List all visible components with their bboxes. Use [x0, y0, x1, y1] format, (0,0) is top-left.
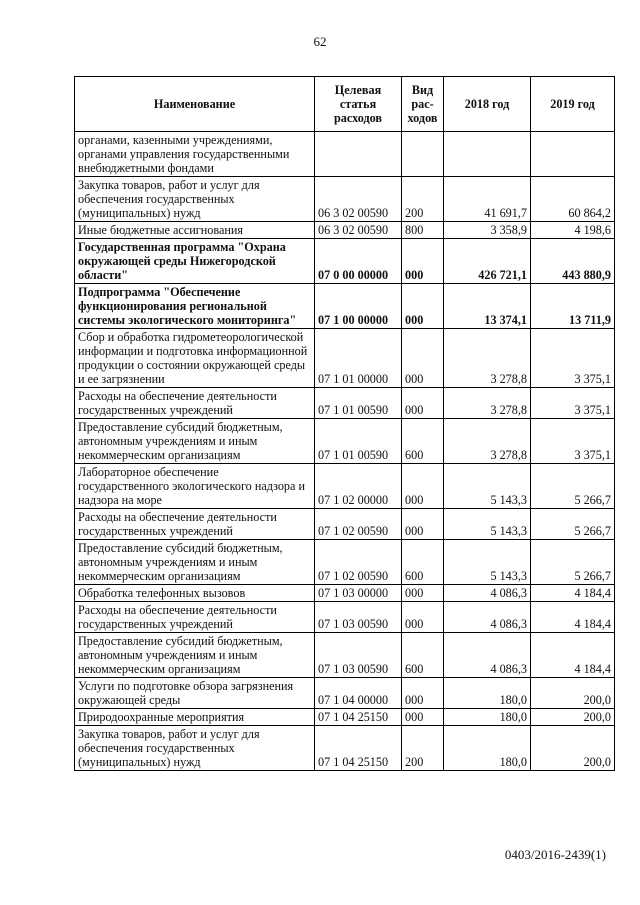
row-2018-cell: 5 143,3 — [444, 509, 531, 540]
row-name-cell: Подпрограмма "Обеспечение функционирования региональной системы экологического мониторинга" — [75, 284, 315, 329]
header-type: Вид рас-ходов — [402, 77, 444, 132]
row-code-cell: 07 1 02 00590 — [315, 509, 402, 540]
table-row — [75, 585, 615, 602]
row-name-cell: Лабораторное обеспечение государственного экологического надзора и надзора на море — [75, 464, 315, 509]
row-name-cell: Предоставление субсидий бюджетным, автономным учреждениям и иным некоммерческим организациям — [75, 419, 315, 464]
row-name-cell: Предоставление субсидий бюджетным, автономным учреждениям и иным некоммерческим организациям — [75, 633, 315, 678]
header-code: Целевая статья расходов — [315, 77, 402, 132]
document-code: 0403/2016-2439(1) — [504, 847, 606, 862]
row-type-cell — [402, 132, 444, 177]
row-type-cell: 200 — [402, 177, 444, 222]
row-2018-cell: 41 691,7 — [444, 177, 531, 222]
row-type-cell: 000 — [402, 602, 444, 633]
row-name-cell: Закупка товаров, работ и услуг для обеспечения государственных (муниципальных) нужд — [75, 177, 315, 222]
row-2018-cell: 5 143,3 — [444, 464, 531, 509]
budget-table — [74, 76, 615, 771]
row-type-cell: 000 — [402, 509, 444, 540]
row-2018-cell: 180,0 — [444, 726, 531, 771]
row-2019-cell: 4 184,4 — [531, 585, 615, 602]
row-name-cell: Расходы на обеспечение деятельности государственных учреждений — [75, 509, 315, 540]
row-2019-cell: 5 266,7 — [531, 540, 615, 585]
row-2018-cell: 180,0 — [444, 678, 531, 709]
row-2018-cell — [444, 132, 531, 177]
row-2019-cell: 5 266,7 — [531, 464, 615, 509]
row-code-cell: 07 1 01 00590 — [315, 419, 402, 464]
row-name-cell: Государственная программа "Охрана окружающей среды Нижегородской области" — [75, 239, 315, 284]
row-type-cell: 000 — [402, 464, 444, 509]
row-2018-cell: 4 086,3 — [444, 602, 531, 633]
table-row — [75, 464, 615, 509]
page-number: 62 — [313, 34, 327, 49]
row-type-cell: 000 — [402, 388, 444, 419]
row-name-cell: органами, казенными учреждениями, органами управления государственными внебюджетными фондами — [75, 132, 315, 177]
row-type-cell: 200 — [402, 726, 444, 771]
row-2019-cell: 200,0 — [531, 726, 615, 771]
row-type-cell: 000 — [402, 284, 444, 329]
row-code-cell: 07 0 00 00000 — [315, 239, 402, 284]
row-code-cell: 07 1 01 00000 — [315, 329, 402, 388]
row-code-cell: 07 1 02 00590 — [315, 540, 402, 585]
table-row — [75, 509, 615, 540]
row-2018-cell: 13 374,1 — [444, 284, 531, 329]
row-2018-cell: 426 721,1 — [444, 239, 531, 284]
row-2018-cell: 4 086,3 — [444, 633, 531, 678]
row-2018-cell: 180,0 — [444, 709, 531, 726]
table-row — [75, 177, 615, 222]
table-row — [75, 388, 615, 419]
table-row — [75, 602, 615, 633]
row-name-cell: Сбор и обработка гидрометеорологической информации и подготовка информационной продукции о состоянии окружающей среды и ее загрязнении — [75, 329, 315, 388]
row-code-cell: 07 1 04 00000 — [315, 678, 402, 709]
row-type-cell: 000 — [402, 329, 444, 388]
row-type-cell: 000 — [402, 709, 444, 726]
table-row — [75, 239, 615, 284]
row-2019-cell: 3 375,1 — [531, 388, 615, 419]
table-row — [75, 132, 615, 177]
row-2019-cell — [531, 132, 615, 177]
row-code-cell: 07 1 00 00000 — [315, 284, 402, 329]
row-type-cell: 000 — [402, 239, 444, 284]
row-2018-cell: 4 086,3 — [444, 585, 531, 602]
table-row — [75, 329, 615, 388]
row-code-cell: 07 1 04 25150 — [315, 726, 402, 771]
table-row — [75, 726, 615, 771]
row-type-cell: 600 — [402, 419, 444, 464]
row-type-cell: 000 — [402, 585, 444, 602]
header-name: Наименование — [75, 77, 315, 132]
row-name-cell: Иные бюджетные ассигнования — [75, 222, 315, 239]
row-2019-cell: 3 375,1 — [531, 329, 615, 388]
row-name-cell: Расходы на обеспечение деятельности государственных учреждений — [75, 602, 315, 633]
header-2019: 2019 год — [531, 77, 615, 132]
row-2019-cell: 4 198,6 — [531, 222, 615, 239]
row-2019-cell: 4 184,4 — [531, 602, 615, 633]
row-2019-cell: 5 266,7 — [531, 509, 615, 540]
row-name-cell: Закупка товаров, работ и услуг для обеспечения государственных (муниципальных) нужд — [75, 726, 315, 771]
row-type-cell: 600 — [402, 633, 444, 678]
table-row — [75, 222, 615, 239]
row-2019-cell: 443 880,9 — [531, 239, 615, 284]
row-code-cell: 06 3 02 00590 — [315, 177, 402, 222]
row-2019-cell: 200,0 — [531, 678, 615, 709]
row-code-cell: 07 1 01 00590 — [315, 388, 402, 419]
row-2018-cell: 3 358,9 — [444, 222, 531, 239]
row-2019-cell: 200,0 — [531, 709, 615, 726]
table-body — [75, 132, 615, 771]
row-2019-cell: 60 864,2 — [531, 177, 615, 222]
row-name-cell: Услуги по подготовке обзора загрязнения окружающей среды — [75, 678, 315, 709]
row-code-cell: 07 1 04 25150 — [315, 709, 402, 726]
row-name-cell: Расходы на обеспечение деятельности государственных учреждений — [75, 388, 315, 419]
row-name-cell: Предоставление субсидий бюджетным, автономным учреждениям и иным некоммерческим организациям — [75, 540, 315, 585]
table-row — [75, 419, 615, 464]
row-code-cell: 07 1 03 00590 — [315, 633, 402, 678]
table-row — [75, 540, 615, 585]
row-2019-cell: 4 184,4 — [531, 633, 615, 678]
row-2018-cell: 5 143,3 — [444, 540, 531, 585]
header-2018: 2018 год — [444, 77, 531, 132]
row-2018-cell: 3 278,8 — [444, 329, 531, 388]
row-code-cell — [315, 132, 402, 177]
row-2018-cell: 3 278,8 — [444, 419, 531, 464]
row-code-cell: 06 3 02 00590 — [315, 222, 402, 239]
row-code-cell: 07 1 02 00000 — [315, 464, 402, 509]
row-name-cell: Природоохранные мероприятия — [75, 709, 315, 726]
row-code-cell: 07 1 03 00590 — [315, 602, 402, 633]
row-type-cell: 000 — [402, 678, 444, 709]
table-row — [75, 284, 615, 329]
row-2019-cell: 3 375,1 — [531, 419, 615, 464]
table-row — [75, 678, 615, 709]
row-type-cell: 800 — [402, 222, 444, 239]
table-row — [75, 633, 615, 678]
row-2019-cell: 13 711,9 — [531, 284, 615, 329]
row-name-cell: Обработка телефонных вызовов — [75, 585, 315, 602]
row-type-cell: 600 — [402, 540, 444, 585]
row-2018-cell: 3 278,8 — [444, 388, 531, 419]
table-row — [75, 709, 615, 726]
table-header-row — [75, 77, 615, 132]
row-code-cell: 07 1 03 00000 — [315, 585, 402, 602]
